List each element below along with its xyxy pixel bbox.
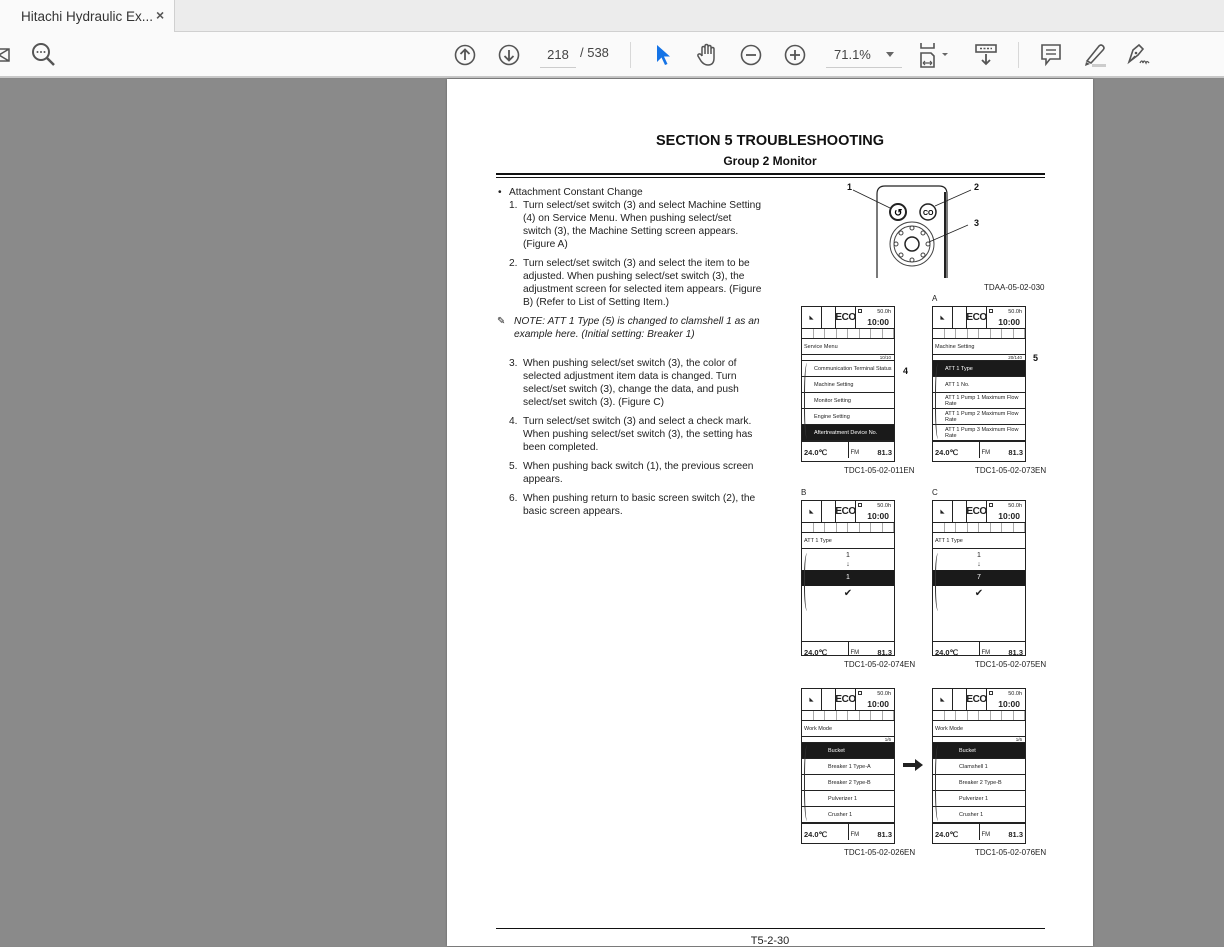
figure-caption: TDAA-05-02-030 bbox=[984, 283, 1045, 292]
header-rule bbox=[496, 177, 1045, 178]
menu-item: Breaker 1 Type-A bbox=[802, 759, 894, 775]
page-number-input[interactable]: 218 bbox=[540, 42, 576, 68]
total-pages: / 538 bbox=[580, 45, 609, 60]
hours-label: 50.0h bbox=[877, 503, 891, 509]
work-mode-screen-after bbox=[932, 688, 1026, 844]
email-icon[interactable] bbox=[0, 32, 14, 78]
figure-caption: TDC1-05-02-073EN bbox=[975, 466, 1047, 475]
checkmark-icon: ✔ bbox=[974, 588, 984, 599]
hours-label: 50.0h bbox=[877, 309, 891, 315]
fuel-label: 81.3 bbox=[1008, 830, 1023, 839]
screen-title: ATT 1 Type bbox=[802, 533, 894, 549]
work-mode-screen-before bbox=[801, 688, 895, 844]
fuel-label: 81.3 bbox=[877, 830, 892, 839]
new-value: 7 bbox=[933, 570, 1025, 586]
controller-figure bbox=[837, 182, 1047, 282]
figure-caption: TDC1-05-02-026EN bbox=[844, 848, 916, 857]
scroll-mode-icon[interactable] bbox=[970, 32, 1002, 78]
checkmark-icon: ✔ bbox=[843, 588, 853, 599]
bucket-icon: ◣ bbox=[933, 501, 953, 522]
step-item bbox=[497, 415, 762, 454]
menu-item: Machine Setting bbox=[802, 377, 894, 393]
step-item bbox=[497, 257, 762, 309]
step-number: 4. bbox=[509, 416, 518, 427]
document-tab[interactable] bbox=[0, 0, 175, 32]
screen-count: 10/10 bbox=[802, 355, 894, 361]
bucket-icon: ◣ bbox=[933, 689, 953, 710]
temp-label: 24.0℃ bbox=[804, 448, 828, 457]
fm-label: FM bbox=[981, 832, 991, 838]
figure-label: C bbox=[932, 488, 938, 497]
menu-item: Breaker 2 Type-B bbox=[802, 775, 894, 791]
step-text: Turn select/set switch (3) and select Machine Setting (4) on Service Menu. When pushing select/set switch (3), the Machine Setting screen appears. (Figure A) bbox=[523, 200, 762, 250]
zoom-out-icon[interactable] bbox=[738, 32, 764, 78]
menu-item-selected: Bucket bbox=[933, 743, 1025, 759]
menu-item: ATT 1 Pump 3 Maximum Flow Rate bbox=[933, 425, 1025, 441]
menu-item: Crusher 1 bbox=[933, 807, 1025, 823]
bucket-icon: ◣ bbox=[802, 307, 822, 328]
hand-tool-icon[interactable] bbox=[694, 32, 720, 78]
menu-item: ATT 1 Pump 1 Maximum Flow Rate bbox=[933, 393, 1025, 409]
tab-bar bbox=[0, 0, 1224, 32]
callout-1: 1 bbox=[847, 182, 853, 192]
menu-item: Pulverizer 1 bbox=[933, 791, 1025, 807]
fuel-label: 81.3 bbox=[877, 448, 892, 457]
figure-label: A bbox=[932, 294, 938, 303]
callout-5: 5 bbox=[1033, 353, 1039, 363]
step-item bbox=[497, 199, 762, 251]
step-number: 6. bbox=[509, 493, 518, 504]
svg-text:↺: ↺ bbox=[894, 208, 903, 219]
time-label: 10:00 bbox=[998, 699, 1020, 709]
fm-label: FM bbox=[850, 450, 860, 456]
toolbar-divider bbox=[1018, 42, 1019, 68]
menu-item: Crusher 1 bbox=[802, 807, 894, 823]
step-number: 2. bbox=[509, 258, 518, 269]
att1-type-screen-c bbox=[932, 500, 1026, 656]
fuel-label: 81.3 bbox=[877, 648, 892, 656]
menu-item: ATT 1 Pump 2 Maximum Flow Rate bbox=[933, 409, 1025, 425]
screen-count: 1/6 bbox=[802, 737, 894, 743]
new-value: 1 bbox=[802, 570, 894, 586]
toolbar bbox=[0, 32, 1224, 78]
select-cursor-icon[interactable] bbox=[652, 32, 674, 78]
step-number: 3. bbox=[509, 358, 518, 369]
search-icon[interactable] bbox=[30, 32, 58, 78]
close-icon[interactable]: × bbox=[156, 7, 165, 23]
old-value: 1 bbox=[977, 552, 981, 559]
figure-caption: TDC1-05-02-076EN bbox=[975, 848, 1047, 857]
step-number: 5. bbox=[509, 461, 518, 472]
figure-caption: TDC1-05-02-011EN bbox=[844, 466, 915, 475]
toolbar-divider bbox=[630, 42, 631, 68]
menu-item: Communication Terminal Status bbox=[802, 361, 894, 377]
step-text: When pushing back switch (1), the previous screen appears. bbox=[523, 461, 754, 485]
menu-item-selected: ATT 1 Type bbox=[933, 361, 1025, 377]
step-text: Turn select/set switch (3) and select the item to be adjusted. When pushing select/set switch (3), the adjustment screen for selected item appears. (Figure B) (Refer to List of Setting Item.) bbox=[523, 258, 762, 308]
machine-setting-screen bbox=[932, 306, 1026, 462]
figure-caption: TDC1-05-02-075EN bbox=[975, 660, 1047, 669]
bucket-icon: ◣ bbox=[802, 689, 822, 710]
menu-item: Breaker 2 Type-B bbox=[933, 775, 1025, 791]
screen-count: 1/6 bbox=[933, 737, 1025, 743]
hours-label: 50.0h bbox=[1008, 503, 1022, 509]
old-value: 1 bbox=[846, 552, 850, 559]
step-item bbox=[497, 492, 762, 518]
eco-label: ECO bbox=[967, 307, 987, 328]
footer-rule bbox=[496, 928, 1045, 929]
sign-icon[interactable] bbox=[1124, 32, 1154, 78]
highlight-icon[interactable] bbox=[1080, 32, 1110, 78]
step-text: When pushing select/set switch (3), the color of selected adjustment item data is changed. Turn select/set switch (3), change the data, and push select/set switch (3). (Figure C) bbox=[523, 358, 739, 408]
callout-3: 3 bbox=[974, 218, 980, 228]
arrow-right-icon bbox=[903, 758, 923, 776]
menu-item: Pulverizer 1 bbox=[802, 791, 894, 807]
temp-label: 24.0℃ bbox=[804, 830, 828, 839]
arrow-down-icon: ↓ bbox=[846, 561, 850, 568]
temp-label: 24.0℃ bbox=[935, 448, 959, 457]
zoom-in-icon[interactable] bbox=[782, 32, 808, 78]
screen-title: Machine Setting bbox=[933, 339, 1025, 355]
fuel-label: 81.3 bbox=[1008, 448, 1023, 457]
section-title: SECTION 5 TROUBLESHOOTING bbox=[656, 133, 884, 149]
hours-label: 50.0h bbox=[1008, 309, 1022, 315]
hours-label: 50.0h bbox=[1008, 691, 1022, 697]
time-label: 10:00 bbox=[867, 699, 889, 709]
eco-label: ECO bbox=[836, 689, 856, 710]
step-number: 1. bbox=[509, 200, 518, 211]
page-down-icon[interactable] bbox=[496, 32, 522, 78]
chevron-down-icon bbox=[886, 52, 894, 57]
menu-item-selected: Aftertreatment Device No. bbox=[802, 425, 894, 441]
zoom-level-dropdown[interactable] bbox=[826, 42, 902, 68]
menu-item-selected: Bucket bbox=[802, 743, 894, 759]
step-text: Turn select/set switch (3) and select a check mark. When pushing select/set switch (3), the setting has been completed. bbox=[523, 416, 753, 453]
pdf-page bbox=[447, 79, 1093, 946]
comment-icon[interactable] bbox=[1038, 32, 1064, 78]
page-up-icon[interactable] bbox=[452, 32, 478, 78]
arrow-down-icon: ↓ bbox=[977, 561, 981, 568]
header-rule bbox=[496, 173, 1045, 175]
eco-label: ECO bbox=[967, 501, 987, 522]
figure-label: B bbox=[801, 488, 807, 497]
menu-list bbox=[933, 743, 1025, 823]
screen-title: Work Mode bbox=[933, 721, 1025, 737]
att1-type-screen-b bbox=[801, 500, 895, 656]
note bbox=[497, 315, 762, 341]
page-number-footer: T5-2-30 bbox=[750, 935, 790, 947]
menu-item: Monitor Setting bbox=[802, 393, 894, 409]
note-text: NOTE: ATT 1 Type (5) is changed to clamshell 1 as an example here. (Initial setting: Breaker 1) bbox=[514, 316, 760, 340]
fit-page-icon[interactable] bbox=[916, 32, 952, 78]
screen-title: Service Menu bbox=[802, 339, 894, 355]
screen-count: 20/140 bbox=[933, 355, 1025, 361]
menu-list bbox=[802, 361, 894, 441]
time-label: 10:00 bbox=[867, 511, 889, 521]
eco-label: ECO bbox=[967, 689, 987, 710]
time-label: 10:00 bbox=[867, 317, 889, 327]
time-label: 10:00 bbox=[998, 511, 1020, 521]
svg-text:CO: CO bbox=[923, 210, 934, 217]
group-title: Group 2 Monitor bbox=[723, 154, 817, 168]
fm-label: FM bbox=[850, 832, 860, 838]
time-label: 10:00 bbox=[998, 317, 1020, 327]
fm-label: FM bbox=[981, 650, 991, 656]
bucket-icon: ◣ bbox=[802, 501, 822, 522]
menu-item: ATT 1 No. bbox=[933, 377, 1025, 393]
menu-list bbox=[802, 743, 894, 823]
bullet-heading: • Attachment Constant Change bbox=[497, 186, 762, 199]
instructions bbox=[497, 186, 762, 524]
figure-caption: TDC1-05-02-074EN bbox=[844, 660, 916, 669]
bucket-icon: ◣ bbox=[933, 307, 953, 328]
zoom-level-value: 71.1% bbox=[834, 47, 871, 62]
fm-label: FM bbox=[850, 650, 860, 656]
temp-label: 24.0℃ bbox=[935, 830, 959, 839]
callout-4: 4 bbox=[903, 366, 909, 376]
screen-title: Work Mode bbox=[802, 721, 894, 737]
fm-label: FM bbox=[981, 450, 991, 456]
temp-label: 24.0℃ bbox=[804, 648, 828, 656]
eco-label: ECO bbox=[836, 501, 856, 522]
callout-2: 2 bbox=[974, 182, 980, 192]
temp-label: 24.0℃ bbox=[935, 648, 959, 656]
service-menu-screen bbox=[801, 306, 895, 462]
menu-item: Engine Setting bbox=[802, 409, 894, 425]
fuel-label: 81.3 bbox=[1008, 648, 1023, 656]
controller-switch-illustration bbox=[837, 182, 1047, 282]
tab-title: Hitachi Hydraulic Ex... bbox=[21, 8, 154, 24]
screen-title: ATT 1 Type bbox=[933, 533, 1025, 549]
step-item bbox=[497, 357, 762, 409]
step-text: When pushing return to basic screen switch (2), the basic screen appears. bbox=[523, 493, 756, 517]
hours-label: 50.0h bbox=[877, 691, 891, 697]
pencil-icon: ✎ bbox=[497, 316, 506, 327]
menu-list bbox=[933, 361, 1025, 441]
step-item bbox=[497, 460, 762, 486]
document-viewer[interactable] bbox=[0, 79, 1224, 946]
menu-item: Clamshell 1 bbox=[933, 759, 1025, 775]
eco-label: ECO bbox=[836, 307, 856, 328]
